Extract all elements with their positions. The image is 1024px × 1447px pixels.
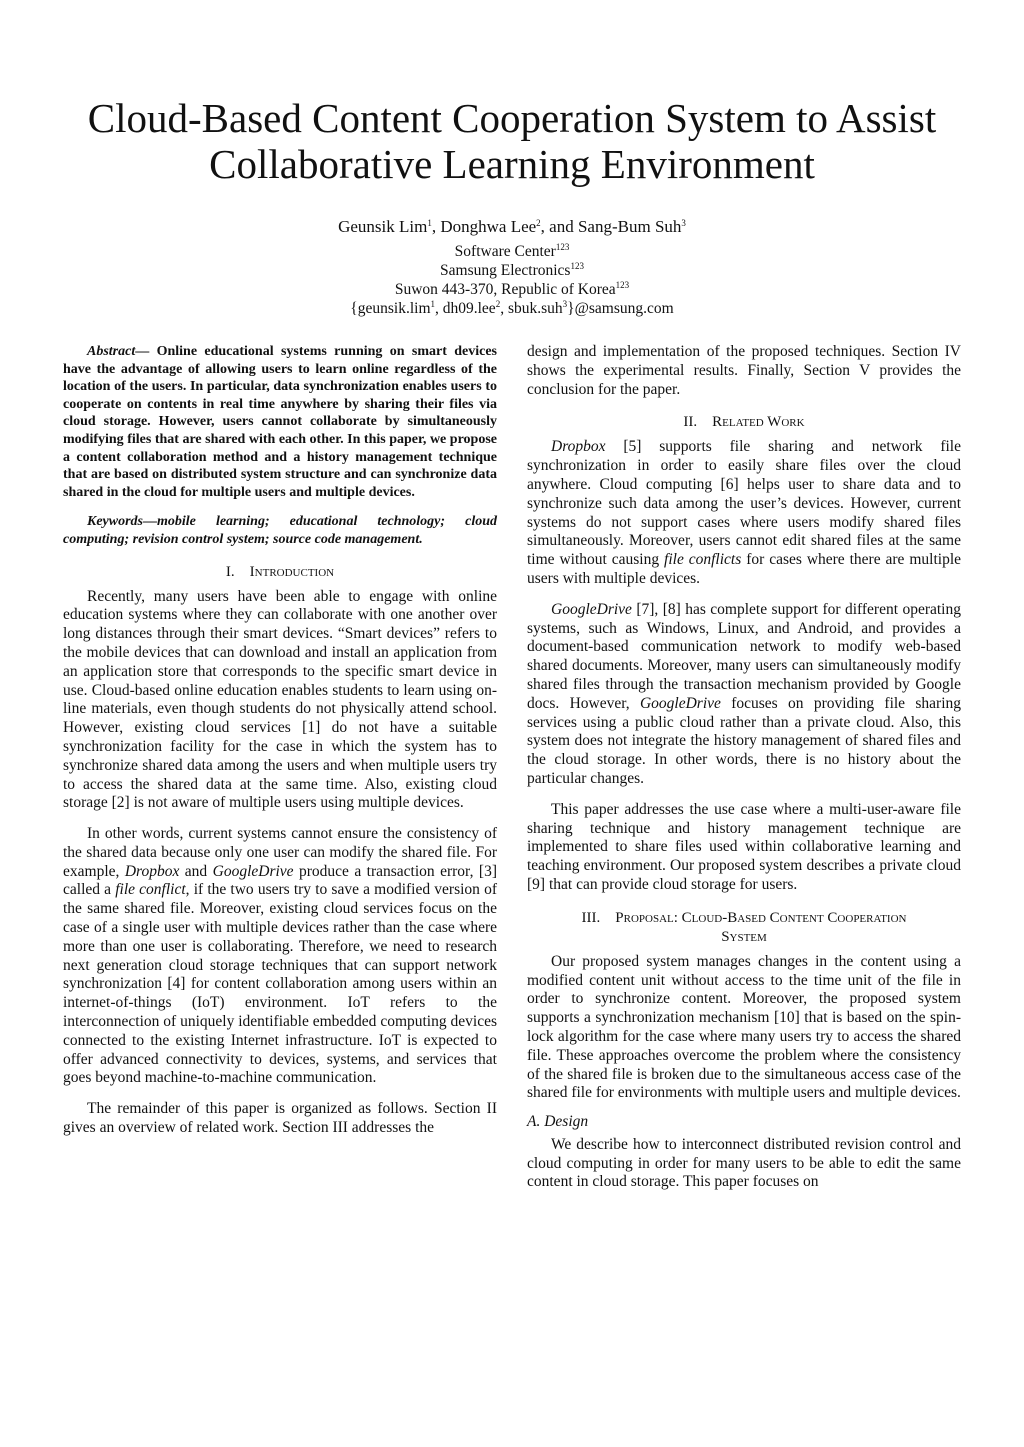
related-p2-text-b: focuses on providing file sharing services using a public cloud rather than a private cloud. Also, this system does not integrate the history management of shared files and the cloud storage. In other words, there is no history about the particular changes. [527, 694, 962, 787]
intro-p2-text-b: and [179, 862, 213, 880]
related-paragraph-3: This paper addresses the use case where a multi-user-aware file sharing technique and history management technique are implemented to share files used within collaborative learning and teaching environment. Our proposed system describes a private cloud [9] that can provide cloud storage for users. [527, 800, 961, 893]
company-sup: 123 [570, 261, 584, 271]
intro-p2-file-conflict: file conflict [115, 881, 186, 899]
section-1-number: I. [225, 563, 235, 580]
author-2: , Donghwa Lee [431, 217, 537, 236]
author-2-sup: 2 [536, 218, 541, 228]
proposal-paragraph-1: Our proposed system manages changes in the content using a modified content unit without access to the time unit of the file in order to synchronize content. Moreover, the proposed system supports a synchronization mechanism [10] that is based on the spin-lock algorithm for the case where many users try to access the shared file. These approaches overcome the problem where the consistency of the shared file is broken due to the simultaneous access case of the shared file for environments with multiple users and multiple devices. [527, 952, 961, 1102]
email-1: {geunsik.lim [350, 300, 431, 317]
section-2-heading [527, 413, 961, 432]
email-3: , sbuk.suh [500, 300, 563, 317]
title-line-2: Collaborative Learning Environment [209, 141, 815, 187]
abstract-text: Online educational systems running on smart devices have the advantage of allowing users to learn online regardless of the location of the users. In particular, data synchronization enables users to cooperate on contents in real time anywhere by sharing their files via cloud storage. However, users cannot collaborate by simultaneously modifying files that are shared with each other. In this paper, we propose a content collaboration method and a history management technique that are based on distributed system structure and can synchronize data shared in the cloud for multiple users and multiple devices. [63, 344, 497, 500]
company-text: Samsung Electronics [440, 262, 571, 279]
section-3-title: Proposal: Cloud-Based Content Cooperation [615, 909, 907, 926]
left-column [63, 343, 497, 1138]
intro-paragraph-3: The remainder of this paper is organized as follows. Section II gives an overview of related work. Section III addresses the [63, 1100, 497, 1137]
location-text: Suwon 443-370, Republic of Korea [394, 281, 616, 298]
section-2-title: Related Work [712, 414, 805, 431]
related-paragraph-2 [527, 601, 961, 789]
author-list [262, 216, 762, 238]
related-p1-dropbox: Dropbox [551, 438, 606, 456]
section-1-title: Introduction [249, 563, 335, 580]
related-p1-text-a: [5] supports file sharing and network file synchronization in order to easily share files over the cloud anywhere. Cloud computing [6] helps user to share data and to synchronize such data among the user’s devices. However, current systems do not support cases where users modify shared files simultaneously. Moreover, users cannot edit shared files at the same time without causing [527, 438, 961, 569]
intro-paragraph-1: Recently, many users have been able to engage with online education systems where they can collaborate with one another over long distances through their smart devices. “Smart devices” refers to the mobile devices that can download and install an application from an application store that corresponds to the specific smart device in use. Cloud-based online education enables students to learn using on-line materials, even though students do not physically attend school. However, existing cloud services [1] do not have a suitable synchronization facility for the case in which the system has to synchronize shared data among the users and when multiple users try to access the shared data at the same time. Also, existing cloud storage [2] is not aware of multiple users using multiple devices. [63, 587, 497, 812]
dept-text: Software Center [454, 243, 556, 260]
email-domain: }@samsung.com [567, 300, 674, 317]
affiliation [262, 242, 762, 318]
location-sup: 123 [615, 280, 630, 290]
section-3-heading [527, 909, 961, 947]
subsection-a-heading: A. Design [527, 1113, 589, 1131]
author-1: Geunsik Lim [338, 217, 428, 236]
related-p2-googledrive: GoogleDrive [551, 600, 632, 618]
keywords: Keywords—mobile learning; educational technology; cloud computing; revision control system; source code management. [63, 514, 497, 547]
section-2-number: II. [683, 414, 698, 431]
related-p1-text-b: for cases where there are multiple users with multiple devices. [527, 551, 962, 587]
email-2: , dh09.lee [435, 300, 496, 317]
intro-paragraph-2 [63, 825, 497, 1088]
abstract-dash: — [135, 344, 157, 359]
affiliation-emails [262, 299, 762, 318]
section-3-number: III. [581, 909, 601, 926]
abstract [63, 343, 497, 501]
related-paragraph-1 [527, 438, 961, 588]
section-1-heading [63, 563, 497, 582]
intro-p2-text-a: In other words, current systems cannot ensure the consistency of the shared data because only one user can modify the shared file. For example, [63, 825, 497, 880]
intro-p2-googledrive: GoogleDrive [212, 862, 294, 880]
right-column [527, 343, 961, 1192]
affiliation-location [262, 280, 762, 299]
author-1-sup: 1 [427, 218, 432, 228]
email-2-sup: 2 [495, 299, 501, 309]
affiliation-company [262, 261, 762, 280]
dept-sup: 123 [555, 242, 570, 252]
affiliation-dept [262, 242, 762, 261]
email-3-sup: 3 [562, 299, 568, 309]
author-3: , and Sang-Bum Suh [540, 217, 682, 236]
related-p1-file-conflicts: file conflicts [664, 551, 742, 569]
section-3-title-line-2: System [721, 928, 767, 945]
intro-continuation: design and implementation of the proposed techniques. Section IV shows the experimental results. Finally, Section V provides the conclusion for the paper. [527, 343, 961, 398]
related-p2-googledrive-2: GoogleDrive [639, 694, 721, 712]
related-p2-text-a: [7], [8] has complete support for different operating systems, such as Windows, Linux, and Android, and provides a document-based communication network to modify web-based shared documents. Moreover, many users can simultaneously modify shared files through the transaction mechanism provided by Google docs. However, [527, 600, 961, 712]
intro-p2-text-c: produce a transaction error, [3] called a [63, 862, 497, 899]
email-1-sup: 1 [430, 299, 435, 309]
title-line-1: Cloud-Based Content Cooperation System to Assist [87, 95, 937, 141]
design-paragraph-1: We describe how to interconnect distributed revision control and cloud computing in order for many users to be able to edit the same content in cloud storage. This paper focuses on [527, 1135, 961, 1191]
intro-p2-dropbox: Dropbox [124, 862, 180, 880]
intro-p2-text-d: , if the two users try to save a modified version of the same shared file. Moreover, existing cloud services focus on the case of a single user with multiple devices rather than the case where more than one user is collaborating. Therefore, we need to research next generation cloud storage techniques that can support network synchronization [4] for content collaboration among users within an internet-of-things (IoT) environment. IoT refers to the interconnection of uniquely identifiable embedded computing devices connected to the existing Internet infrastructure. IoT is expected to offer advanced connectivity to devices, systems, and services that goes beyond machine-to-machine communication. [63, 881, 497, 1087]
paper-title [40, 95, 984, 187]
abstract-label: Abstract [87, 344, 136, 359]
author-3-sup: 3 [681, 218, 686, 228]
